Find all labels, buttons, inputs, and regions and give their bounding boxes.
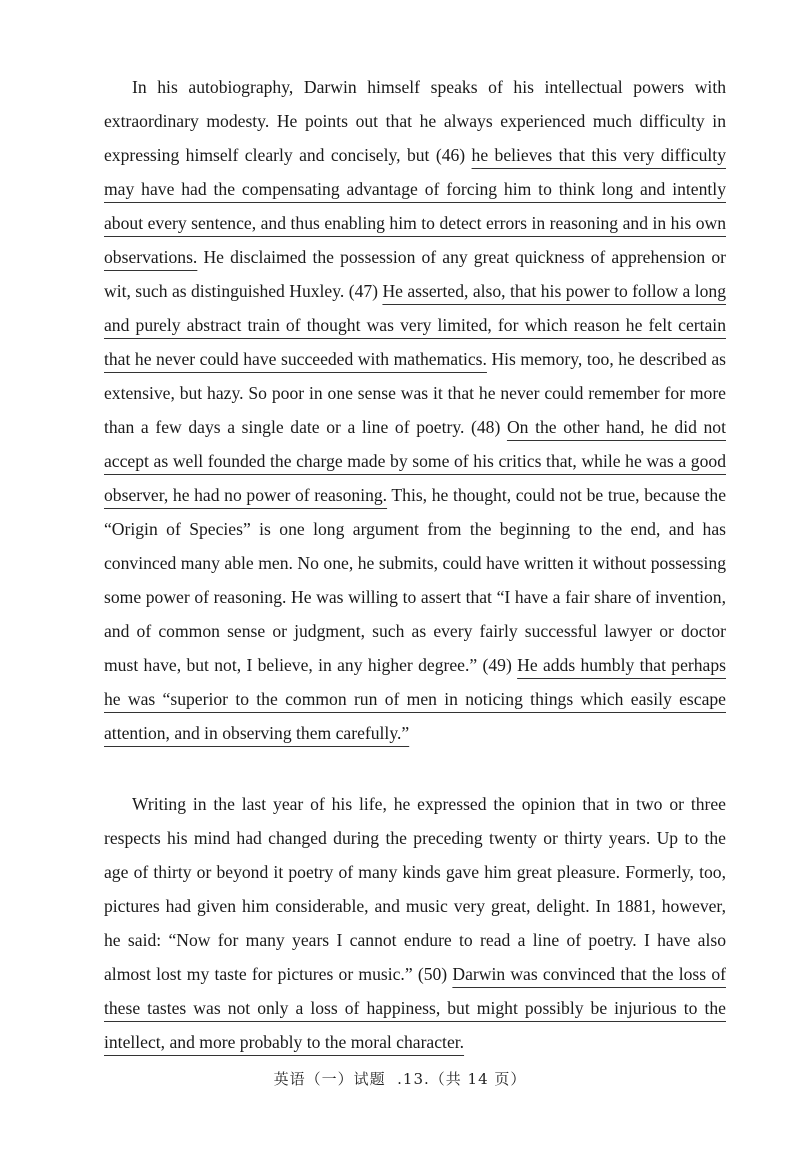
paragraph-2-part-1: Writing in the last year of his life, he expressed the opinion that in two or three respects his mind had changed during the preceding twenty or thirty years. Up to the age of thirty or beyond it poetry of many kinds gave him great pleasure. Formerly, too, pictures had given him considerable, and music very great, delight. In 1881, however, he said: “Now for many years I cannot endure to read a line of poetry. I have also almost lost my taste for pictures or music.” (50) [104, 794, 726, 984]
paragraph-1-part-3: His memory, too, he described as extensive, but hazy. So poor in one sense was it that he never could remember for more than a few days a single date or a line of poetry. (48) [104, 349, 726, 437]
page-footer [0, 1068, 800, 1089]
question-49-sentence: He adds humbly that perhaps he was “superior to the common run of men in noticing things which easily escape attention, and in observing them carefully.” [104, 655, 726, 743]
paragraph-1-text [104, 70, 726, 750]
question-48-sentence: On the other hand, he did not accept as well founded the charge made by some of his critics that, while he was a good observer, he had no power of reasoning. [104, 417, 726, 505]
paragraph-2-text [104, 787, 726, 1059]
passage-paragraph-2 [104, 787, 726, 1059]
footer-subject: 英语（一）试题 [273, 1070, 386, 1088]
question-47-sentence: He asserted, also, that his power to follow a long and purely abstract train of thought was very limited, for which reason he felt certain that he never could have succeeded with mathematics. [104, 281, 727, 369]
passage-paragraph-1 [104, 70, 726, 750]
paragraph-1-part-1: In his autobiography, Darwin himself speaks of his intellectual powers with extraordinary modesty. He points out that he always experienced much difficulty in expressing himself clearly and concisely, but (46) [104, 77, 726, 165]
paragraph-1-part-2: He disclaimed the possession of any great quickness of apprehension or wit, such as distinguished Huxley. (47) [104, 247, 726, 301]
footer-page-number: .13. [397, 1070, 430, 1088]
footer-total-pages: （共 14 页） [429, 1070, 527, 1088]
question-46-sentence: he believes that this very difficulty may have had the compensating advantage of forcing him to think long and intently about every sentence, and thus enabling him to detect errors in reasoning and in his own observations. [104, 145, 726, 267]
question-50-sentence: Darwin was convinced that the loss of these tastes was not only a loss of happiness, but might possibly be injurious to the intellect, and more probably to the moral character. [104, 964, 726, 1052]
paragraph-1-part-4: This, he thought, could not be true, because the “Origin of Species” is one long argument from the beginning to the end, and has convinced many able men. No one, he submits, could have written it without possessing some power of reasoning. He was willing to assert that “I have a fair share of invention, and of common sense or judgment, such as every fairly successful lawyer or doctor must have, but not, I believe, in any higher degree.” (49) [104, 485, 727, 675]
